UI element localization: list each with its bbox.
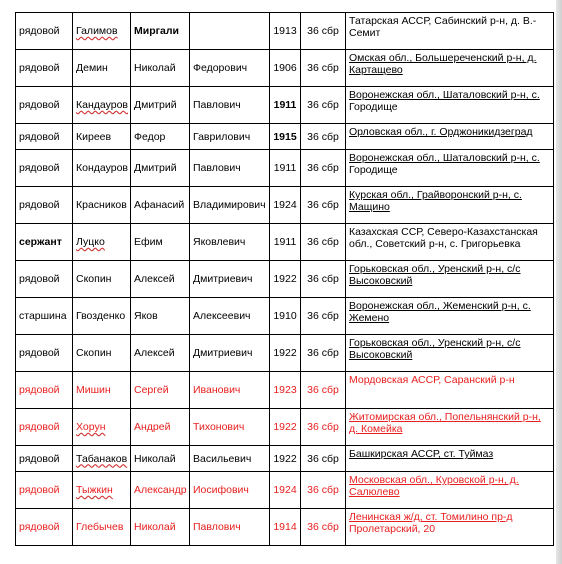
patronymic-cell: Гаврилович	[190, 124, 270, 150]
rank-cell: рядовой	[16, 50, 73, 87]
patronymic-cell: Дмитриевич	[190, 261, 270, 298]
name-cell: Миргали	[131, 13, 190, 50]
year-cell: 1911	[270, 87, 301, 124]
unit-cell: 36 сбр	[301, 472, 346, 509]
name-cell: Федор	[131, 124, 190, 150]
address-cell: Омская обл., Большереченский р-н, д. Картащево	[346, 50, 554, 87]
address-cell: Орловская обл., г. Орджоникидзеград	[346, 124, 554, 150]
year-cell: 1922	[270, 261, 301, 298]
table-row	[16, 124, 554, 150]
rank-cell: рядовой	[16, 409, 73, 446]
address-cell: Горьковская обл., Уренский р-н, с/с Высоковский	[346, 335, 554, 372]
surname-cell: Скопин	[73, 261, 131, 298]
surname-cell: Галимов	[73, 13, 131, 50]
rank-cell: рядовой	[16, 509, 73, 546]
surname-cell: Мишин	[73, 372, 131, 409]
surname-cell: Красников	[73, 187, 131, 224]
surname-cell: Кандауров	[73, 87, 131, 124]
rank-cell: рядовой	[16, 13, 73, 50]
year-cell: 1924	[270, 187, 301, 224]
address-cell: Татарская АССР, Сабинский р-н, д. В.- Семит	[346, 13, 554, 50]
name-cell: Ефим	[131, 224, 190, 261]
name-cell: Андрей	[131, 409, 190, 446]
patronymic-cell: Павлович	[190, 509, 270, 546]
table-row	[16, 87, 554, 124]
patronymic-cell	[190, 13, 270, 50]
surname-cell: Киреев	[73, 124, 131, 150]
year-cell: 1923	[270, 372, 301, 409]
rank-cell: рядовой	[16, 187, 73, 224]
year-cell: 1915	[270, 124, 301, 150]
name-cell: Николай	[131, 50, 190, 87]
year-cell: 1913	[270, 13, 301, 50]
rank-cell: рядовой	[16, 150, 73, 187]
records-table	[15, 12, 554, 546]
rank-cell: рядовой	[16, 261, 73, 298]
rank-cell: сержант	[16, 224, 73, 261]
name-cell: Дмитрий	[131, 150, 190, 187]
unit-cell: 36 сбр	[301, 409, 346, 446]
table-row	[16, 13, 554, 50]
surname-cell: Гвозденко	[73, 298, 131, 335]
rank-cell: рядовой	[16, 87, 73, 124]
unit-cell: 36 сбр	[301, 372, 346, 409]
address-cell: Курская обл., Грайворонский р-н, с. Мащино	[346, 187, 554, 224]
surname-cell: Глебычев	[73, 509, 131, 546]
unit-cell: 36 сбр	[301, 509, 346, 546]
address-cell: Ленинская ж/д, ст. Томилино пр-д Пролетарский, 20	[346, 509, 554, 546]
year-cell: 1922	[270, 335, 301, 372]
address-cell: Воронежская обл., Жеменский р-н, с. Жемено	[346, 298, 554, 335]
patronymic-cell: Федорович	[190, 50, 270, 87]
surname-cell: Демин	[73, 50, 131, 87]
surname-cell: Кондауров	[73, 150, 131, 187]
patronymic-cell: Владимирович	[190, 187, 270, 224]
patronymic-cell: Павлович	[190, 87, 270, 124]
table-row	[16, 335, 554, 372]
unit-cell: 36 сбр	[301, 150, 346, 187]
unit-cell: 36 сбр	[301, 13, 346, 50]
unit-cell: 36 сбр	[301, 224, 346, 261]
table-row	[16, 472, 554, 509]
address-cell: Московская обл., Куровской р-н, д. Салюлево	[346, 472, 554, 509]
patronymic-cell: Дмитриевич	[190, 335, 270, 372]
page-edge-shadow	[556, 0, 562, 564]
name-cell: Алексей	[131, 335, 190, 372]
patronymic-cell: Павлович	[190, 150, 270, 187]
rank-cell: рядовой	[16, 372, 73, 409]
table-row	[16, 372, 554, 409]
table-row	[16, 446, 554, 472]
unit-cell: 36 сбр	[301, 87, 346, 124]
rank-cell: старшина	[16, 298, 73, 335]
year-cell: 1924	[270, 472, 301, 509]
patronymic-cell: Тихонович	[190, 409, 270, 446]
surname-cell: Тыжкин	[73, 472, 131, 509]
year-cell: 1914	[270, 509, 301, 546]
rank-cell: рядовой	[16, 335, 73, 372]
rank-cell: рядовой	[16, 446, 73, 472]
table-row	[16, 50, 554, 87]
table-row	[16, 509, 554, 546]
patronymic-cell: Иванович	[190, 372, 270, 409]
year-cell: 1906	[270, 50, 301, 87]
surname-cell: Хорун	[73, 409, 131, 446]
surname-cell: Скопин	[73, 335, 131, 372]
unit-cell: 36 сбр	[301, 298, 346, 335]
address-cell: Воронежская обл., Шаталовский р-н, с. Городище	[346, 150, 554, 187]
unit-cell: 36 сбр	[301, 335, 346, 372]
name-cell: Дмитрий	[131, 87, 190, 124]
year-cell: 1911	[270, 150, 301, 187]
unit-cell: 36 сбр	[301, 124, 346, 150]
unit-cell: 36 сбр	[301, 261, 346, 298]
table-row	[16, 187, 554, 224]
table-row	[16, 409, 554, 446]
table-row	[16, 150, 554, 187]
year-cell: 1910	[270, 298, 301, 335]
table-row	[16, 261, 554, 298]
surname-cell: Табанаков	[73, 446, 131, 472]
address-cell: Казахская ССР, Северо-Казахстанская обл., Советский р-н, с. Григорьевка	[346, 224, 554, 261]
name-cell: Сергей	[131, 372, 190, 409]
name-cell: Александр	[131, 472, 190, 509]
address-cell: Горьковская обл., Уренский р-н, с/с Высоковский	[346, 261, 554, 298]
table-row	[16, 224, 554, 261]
name-cell: Афанасий	[131, 187, 190, 224]
address-cell: Башкирская АССР, ст. Туймаз	[346, 446, 554, 472]
name-cell: Николай	[131, 446, 190, 472]
year-cell: 1922	[270, 446, 301, 472]
surname-cell: Луцко	[73, 224, 131, 261]
patronymic-cell: Васильевич	[190, 446, 270, 472]
table-row	[16, 298, 554, 335]
name-cell: Николай	[131, 509, 190, 546]
address-cell: Мордовская АССР, Саранский р-н	[346, 372, 554, 409]
patronymic-cell: Яковлевич	[190, 224, 270, 261]
address-cell: Воронежская обл., Шаталовский р-н, с. Городище	[346, 87, 554, 124]
year-cell: 1911	[270, 224, 301, 261]
rank-cell: рядовой	[16, 124, 73, 150]
name-cell: Алексей	[131, 261, 190, 298]
name-cell: Яков	[131, 298, 190, 335]
address-cell: Житомирская обл., Попельнянский р-н, д. Комейка	[346, 409, 554, 446]
patronymic-cell: Иосифович	[190, 472, 270, 509]
year-cell: 1922	[270, 409, 301, 446]
unit-cell: 36 сбр	[301, 50, 346, 87]
unit-cell: 36 сбр	[301, 187, 346, 224]
unit-cell: 36 сбр	[301, 446, 346, 472]
rank-cell: рядовой	[16, 472, 73, 509]
patronymic-cell: Алексеевич	[190, 298, 270, 335]
